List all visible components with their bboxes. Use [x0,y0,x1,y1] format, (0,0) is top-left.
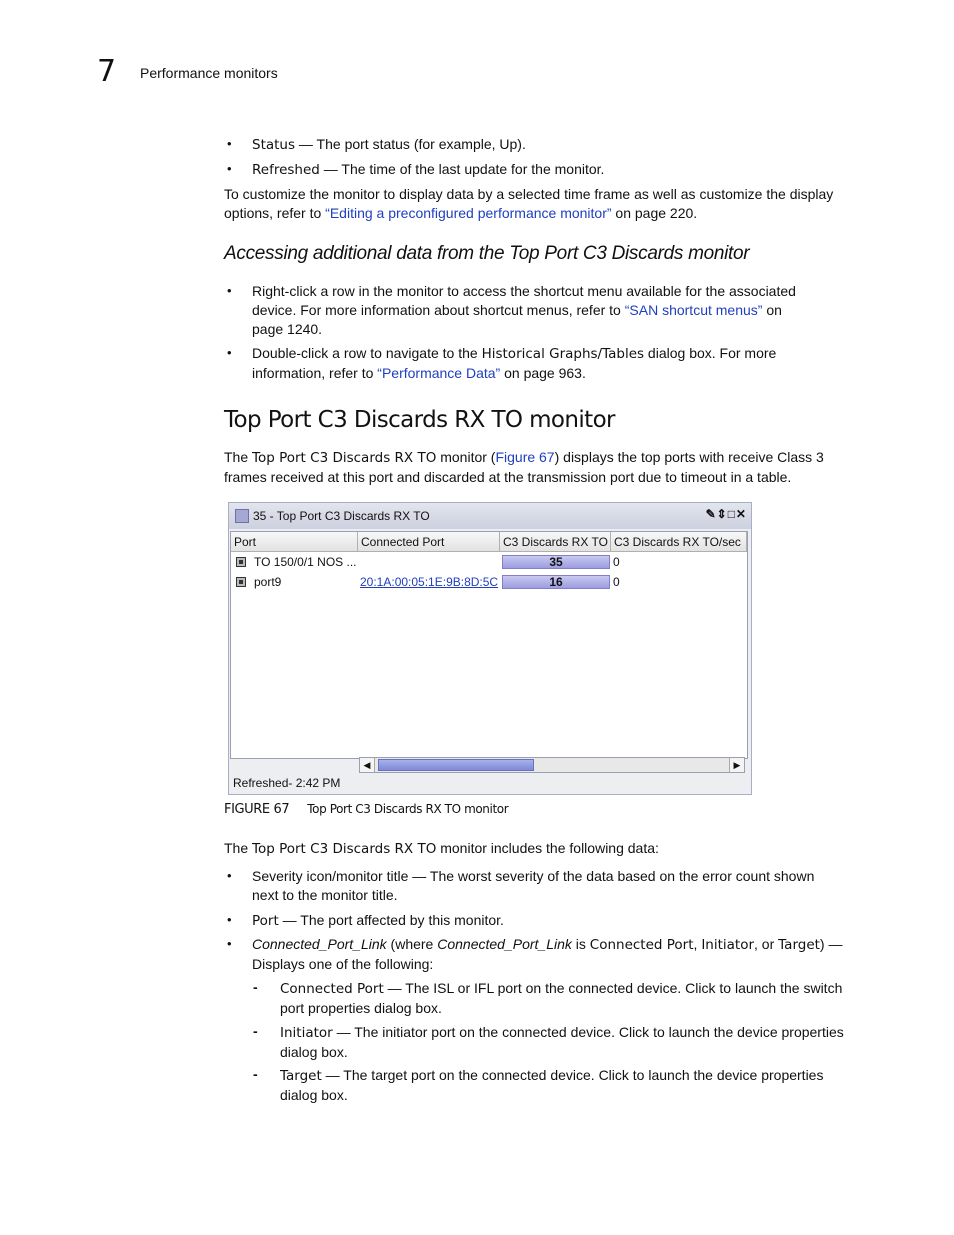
section-heading: Top Port C3 Discards RX TO monitor [224,407,615,433]
column-header-connected-port[interactable]: Connected Port [358,532,500,552]
dash-glyph: - [253,1023,258,1039]
refreshed-status: Refreshed- 2:42 PM [233,776,341,790]
discards-bar: 16 [502,575,610,589]
sub-bullet-connected-port: Connected Port — The ISL or IFL port on the connected device. Click to launch the switch port properties dialog box. [280,980,843,1016]
refreshed-bullet: Refreshed — The time of the last update for the monitor. [252,161,605,178]
dash-glyph: - [253,979,258,995]
port-icon [236,557,246,567]
scroll-thumb[interactable] [378,759,534,771]
sub-bullet-initiator: Initiator — The initiator port on the connected device. Click to launch the device properties dialog box. [280,1024,844,1060]
scroll-right-icon[interactable]: ▶ [729,758,744,772]
column-header-c3-discards[interactable]: C3 Discards RX TO [500,532,611,552]
bullet-glyph: • [227,345,232,360]
column-header-c3-discards-rate[interactable]: C3 Discards RX TO/sec [611,532,747,552]
connected-port-link[interactable]: 20:1A:00:05:1E:9B:8D:5C [360,575,499,589]
rate-cell: 0 [613,555,620,569]
monitor-table [230,531,748,759]
port-bullet: Port — The port affected by this monitor. [252,912,504,929]
connected-port-link-bullet: Connected_Port_Link (where Connected_Port_Link is Connected Port, Initiator, or Target) — Displays one of the following: [252,936,843,972]
monitor-window [228,502,752,795]
bullet-glyph: • [227,283,232,298]
horizontal-scrollbar[interactable] [359,757,745,773]
figure-67-link[interactable]: Figure 67 [495,449,555,465]
scroll-left-icon[interactable]: ◀ [360,758,375,772]
port-cell: port9 [254,575,282,589]
window-titlebar [229,503,751,529]
bullet-glyph: • [227,868,232,883]
right-click-bullet: Right-click a row in the monitor to access the shortcut menu available for the associated device. For more information about shortcut menus, refer to “SAN shortcut menus” on page 1240. [252,283,796,337]
section-paragraph: The Top Port C3 Discards RX TO monitor (Figure 67) displays the top ports with receive Class 3 frames received at this port and discarded at the transmission port due to timeout in a table. [224,449,824,485]
rate-cell: 0 [613,575,620,589]
status-bullet: Status — The port status (for example, Up). [252,136,526,153]
column-header-port[interactable]: Port [231,532,358,552]
bullet-glyph: • [227,936,232,951]
bullet-glyph: • [227,161,232,176]
double-click-bullet: Double-click a row to navigate to the Historical Graphs/Tables dialog box. For more information, refer to “Performance Data” on page 963. [252,345,777,381]
severity-bullet: Severity icon/monitor title — The worst severity of the data based on the error count shown next to the monitor title. [252,868,815,903]
port-cell: TO 150/0/1 NOS ... [254,555,357,569]
dash-glyph: - [253,1066,258,1082]
performance-data-link[interactable]: “Performance Data” [377,365,501,381]
discards-bar: 35 [502,555,610,569]
window-controls-icon[interactable]: ✎⇕□✕ [705,507,747,521]
subsection-heading: Accessing additional data from the Top Port C3 Discards monitor [224,243,750,264]
chapter-title: Performance monitors [140,65,278,81]
monitor-icon [235,509,249,523]
figure-caption: FIGURE 67 Top Port C3 Discards RX TO monitor [224,802,509,817]
includes-paragraph: The Top Port C3 Discards RX TO monitor includes the following data: [224,840,659,857]
bullet-glyph: • [227,912,232,927]
sub-bullet-target: Target — The target port on the connected device. Click to launch the device properties dialog box. [280,1067,824,1103]
port-icon [236,577,246,587]
bullet-glyph: • [227,136,232,151]
san-shortcut-menus-link[interactable]: “SAN shortcut menus” [624,302,763,318]
customize-paragraph: To customize the monitor to display data by a selected time frame as well as customize the display options, refer to “Editing a preconfigured performance monitor” on page 220. [224,186,834,221]
window-title: 35 - Top Port C3 Discards RX TO [253,509,430,523]
editing-monitor-link[interactable]: “Editing a preconfigured performance monitor” [325,205,612,221]
chapter-number: 7 [97,54,117,89]
